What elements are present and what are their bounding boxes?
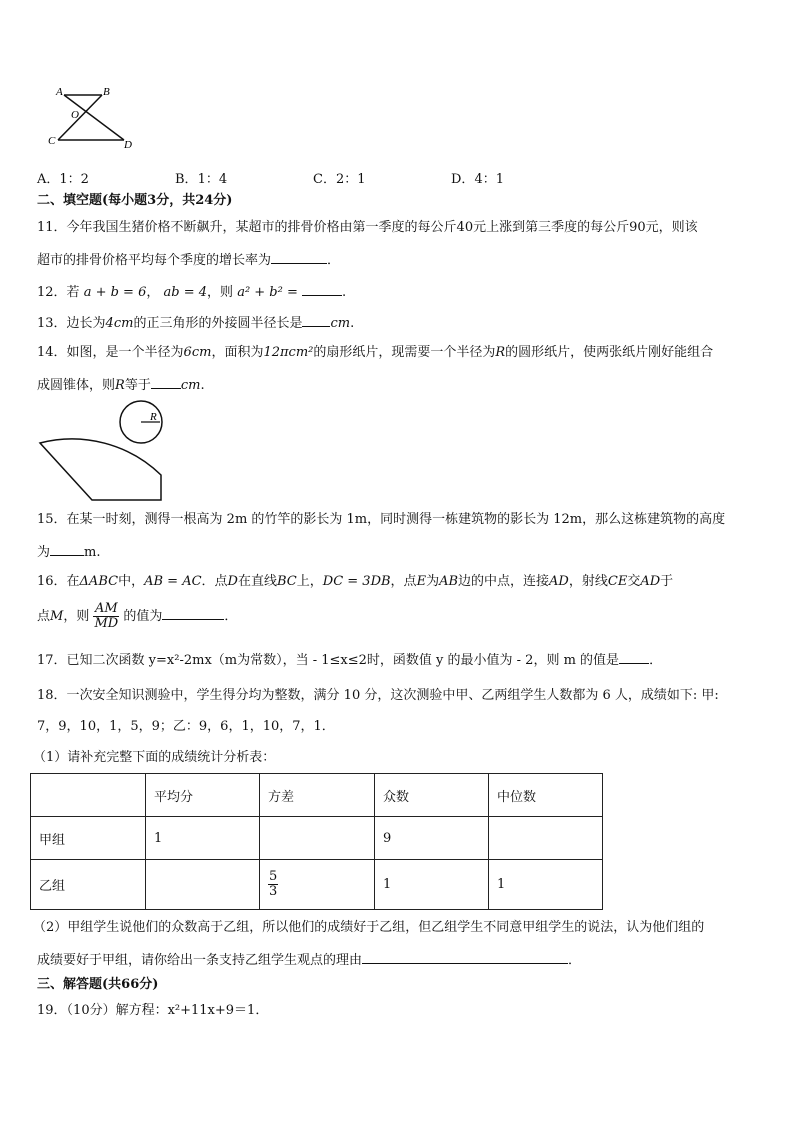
segment-bc — [58, 95, 102, 140]
table-cell-variance — [260, 860, 375, 910]
table-row — [31, 860, 603, 910]
answer-blank-13 — [302, 314, 330, 327]
question-18-sub-1: （1）请补充完整下面的成绩统计分析表： — [33, 750, 276, 765]
question-15-line-2: 为 m. — [37, 545, 101, 560]
question-18-sub-2-line-1: （2）甲组学生说他们的众数高于乙组，所以他们的成绩好于乙组，但乙组学生不同意甲组学生的说法，认为他们组的 — [33, 920, 705, 935]
sector-shape — [40, 439, 161, 500]
table-cell: 1 — [146, 817, 260, 860]
question-17: 17．已知二次函数 y=x²-2mx（m为常数），当 - 1≤x≤2时，函数值 y 的最小值为 - 2，则 m 的值是 ． — [37, 653, 663, 668]
table-cell: 1 — [375, 860, 489, 910]
table-header-cell: 平均分 — [146, 774, 260, 817]
table-header-cell: 中位数 — [489, 774, 603, 817]
label-a: A — [56, 86, 63, 98]
question-19: 19．（10分）解方程：x²+11x+9＝1． — [37, 1003, 269, 1018]
question-11-line-2: 超市的排骨价格平均每个季度的增长率为 ． — [37, 253, 341, 268]
section-3-heading: 三、解答题(共66分) — [37, 977, 159, 992]
table-header-cell: 方差 — [260, 774, 375, 817]
label-d: D — [124, 139, 132, 151]
table-cell — [260, 817, 375, 860]
question-18-line-1: 18．一次安全知识测验中，学生得分均为整数，满分 10 分，这次测验中甲、乙两组学生人数都为 6 人，成绩如下: 甲: — [37, 688, 719, 703]
label-b: B — [103, 86, 110, 98]
answer-blank-18 — [362, 951, 568, 964]
label-c: C — [48, 135, 56, 147]
table-cell — [146, 860, 260, 910]
answer-blank-15 — [50, 543, 84, 556]
answer-blank-14 — [151, 376, 181, 389]
question-14-line-2: 成圆锥体，则R等于 cm. — [37, 378, 205, 393]
radius-label: R — [150, 411, 157, 423]
label-o: O — [71, 109, 79, 121]
question-18-line-2: 7，9，10，1，5，9；乙：9，6，1，10，7，1． — [37, 719, 335, 734]
table-cell: 9 — [375, 817, 489, 860]
table-cell: 1 — [489, 860, 603, 910]
answer-blank-12 — [302, 283, 342, 296]
answer-blank-17 — [619, 651, 649, 664]
question-16-line-2: 点M，则 $\frac{AM}{MD}$ 的值为 ． — [37, 601, 238, 631]
option-d: D．4：1 — [451, 172, 504, 187]
table-row — [31, 817, 603, 860]
table-header-cell: 众数 — [375, 774, 489, 817]
question-12: 12．若 a + b = 6， ab = 4，则 a² + b² = . — [37, 285, 347, 300]
option-b: B．1：4 — [175, 172, 228, 187]
score-table — [30, 773, 603, 910]
fraction-am-md: $\frac{AM}{MD}$ — [94, 601, 119, 631]
table-cell — [489, 817, 603, 860]
figure-ab-cd — [44, 82, 144, 152]
table-cell: 甲组 — [31, 817, 146, 860]
question-11-line-1: 11．今年我国生猪价格不断飙升，某超市的排骨价格由第一季度的每公斤40元上涨到第三季度的每公斤90元，则该 — [37, 220, 698, 235]
answer-blank-11 — [271, 251, 327, 264]
option-a: A．1：2 — [37, 172, 89, 187]
fraction-variance: $\frac{5}{3}$ — [269, 869, 278, 899]
question-14-line-1: 14．如图，是一个半径为6cm，面积为12πcm²的扇形纸片，现需要一个半径为R的圆形纸片，使两张纸片刚好能组合 — [37, 345, 714, 360]
section-2-heading: 二、填空题(每小题3分，共24分) — [37, 193, 233, 208]
option-c: C．2：1 — [313, 172, 366, 187]
question-15-line-1: 15．在某一时刻，测得一根高为 2m 的竹竿的影长为 1m，同时测得一栋建筑物的影长为 12m，那么这栋建筑物的高度 — [37, 512, 726, 527]
answer-blank-16 — [162, 607, 224, 620]
question-18-sub-2-line-2: 成绩要好于甲组，请你给出一条支持乙组学生观点的理由 ． — [37, 953, 582, 968]
table-header-row — [31, 774, 603, 817]
table-header-cell — [31, 774, 146, 817]
question-13: 13．边长为4cm的正三角形的外接圆半径长是 cm. — [37, 316, 355, 331]
figure-sector-circle — [36, 400, 176, 504]
question-16-line-1: 16．在ΔABC中，AB = AC．点D在直线BC上，DC = 3DB，点E为AB边的中点，连接AD，射线CE交AD于 — [37, 574, 674, 589]
table-cell: 乙组 — [31, 860, 146, 910]
